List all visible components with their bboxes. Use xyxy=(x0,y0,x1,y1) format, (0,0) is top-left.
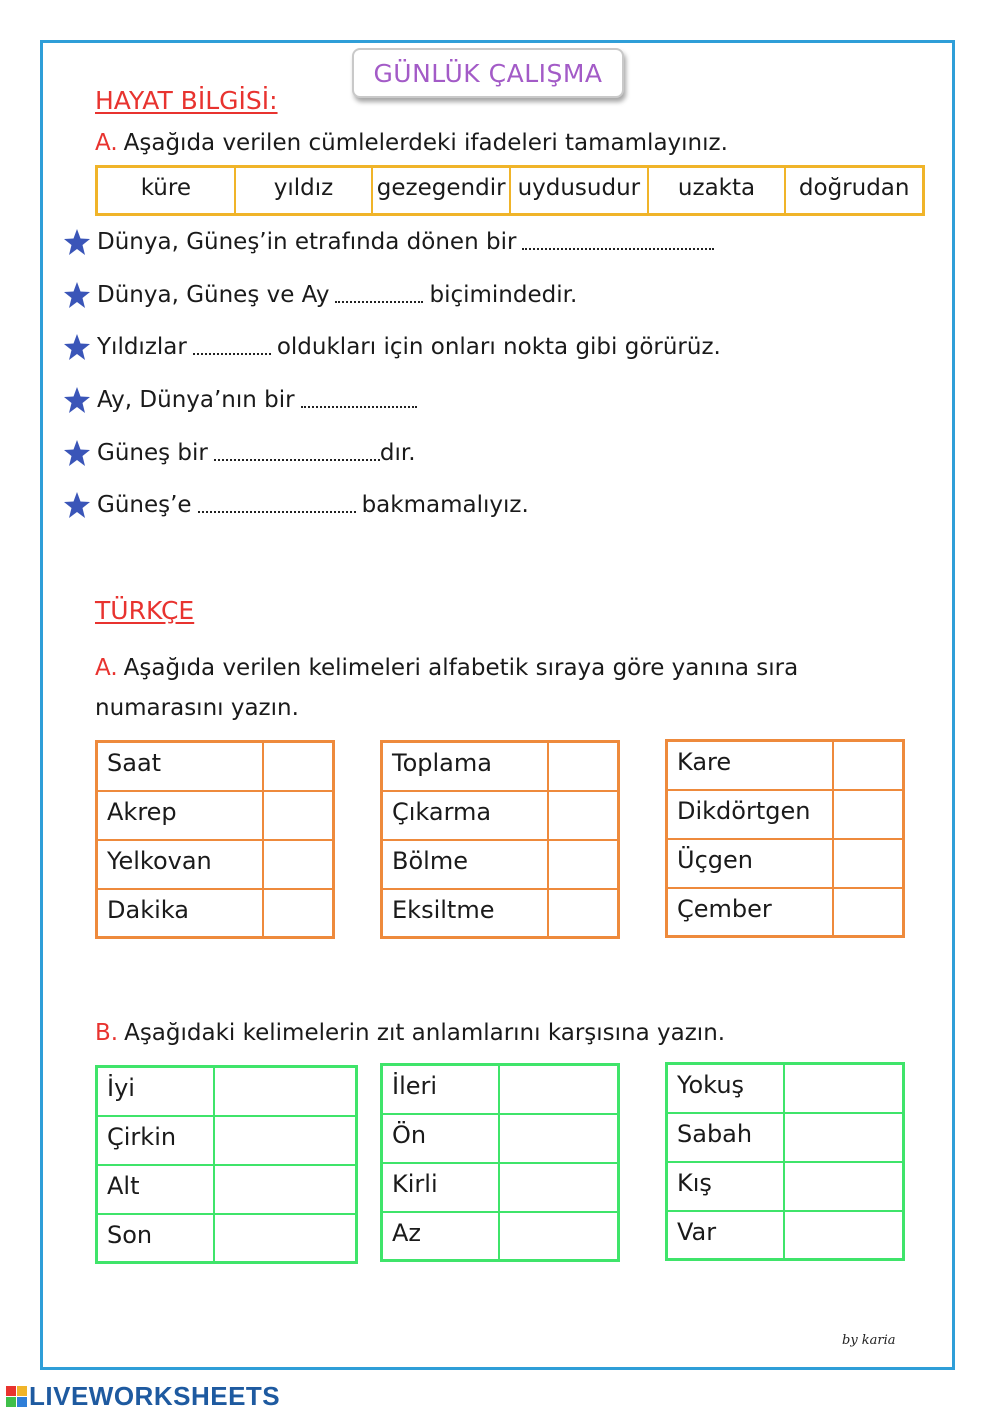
word-cell: Üçgen xyxy=(667,839,833,888)
star-icon xyxy=(63,228,91,256)
instruction-text: Aşağıda verilen cümlelerdeki ifadeleri tamamlayınız. xyxy=(123,130,728,156)
answer-cell[interactable] xyxy=(833,888,904,937)
table-row xyxy=(97,840,334,889)
table-row xyxy=(667,888,904,937)
answer-cell[interactable] xyxy=(263,840,334,889)
answer-cell[interactable] xyxy=(214,1116,357,1165)
answer-blank[interactable] xyxy=(193,339,271,355)
answer-cell[interactable] xyxy=(263,889,334,938)
sentence-5 xyxy=(63,439,416,467)
table-row xyxy=(667,790,904,839)
author-credit: by karia xyxy=(842,1333,896,1348)
answer-cell[interactable] xyxy=(548,840,619,889)
antonym-table-1 xyxy=(95,1065,358,1264)
star-icon xyxy=(63,333,91,361)
table-row xyxy=(97,1214,357,1263)
word-cell: Yelkovan xyxy=(97,840,263,889)
word-cell: Var xyxy=(667,1211,784,1260)
word-bank-item[interactable]: gezegendir xyxy=(373,168,511,213)
word-cell: Dakika xyxy=(97,889,263,938)
answer-cell[interactable] xyxy=(833,741,904,790)
instruction-letter: A. xyxy=(95,655,118,681)
table-row xyxy=(382,791,619,840)
answer-cell[interactable] xyxy=(214,1067,357,1116)
sentence-text: Ay, Dünya’nın bir xyxy=(97,387,295,413)
word-cell: Alt xyxy=(97,1165,214,1214)
word-cell: İyi xyxy=(97,1067,214,1116)
table-row xyxy=(382,1163,619,1212)
table-row xyxy=(97,1067,357,1116)
answer-cell[interactable] xyxy=(499,1163,619,1212)
answer-cell[interactable] xyxy=(263,742,334,791)
liveworksheets-logo[interactable] xyxy=(6,1381,280,1412)
instruction-text: Aşağıda verilen kelimeleri alfabetik sıraya göre yanına sıra xyxy=(123,655,799,681)
sentence-text-after: bakmamalıyız. xyxy=(361,492,529,518)
word-cell: Toplama xyxy=(382,742,548,791)
answer-blank[interactable] xyxy=(522,234,714,250)
answer-cell[interactable] xyxy=(499,1065,619,1114)
table-row xyxy=(667,839,904,888)
word-cell: Çember xyxy=(667,888,833,937)
logo-icon xyxy=(6,1386,27,1407)
table-row xyxy=(97,1116,357,1165)
word-cell: Bölme xyxy=(382,840,548,889)
instruction-letter: A. xyxy=(95,130,118,156)
table-row xyxy=(667,741,904,790)
antonym-table-2 xyxy=(380,1063,620,1262)
word-cell: Eksiltme xyxy=(382,889,548,938)
hayat-bilgisi-heading: HAYAT BİLGİSİ: xyxy=(95,86,278,115)
word-bank xyxy=(95,165,925,216)
star-icon xyxy=(63,281,91,309)
word-bank-item[interactable]: küre xyxy=(98,168,236,213)
word-cell: Ön xyxy=(382,1114,499,1163)
answer-cell[interactable] xyxy=(784,1113,904,1162)
answer-cell[interactable] xyxy=(784,1162,904,1211)
instruction-letter: B. xyxy=(95,1020,119,1046)
star-icon xyxy=(63,439,91,467)
word-cell: Kış xyxy=(667,1162,784,1211)
sentence-text-after: biçimindedir. xyxy=(429,282,578,308)
table-row xyxy=(667,1064,904,1113)
answer-cell[interactable] xyxy=(499,1212,619,1261)
answer-cell[interactable] xyxy=(214,1214,357,1263)
instruction-text-line2: numarasını yazın. xyxy=(95,695,299,721)
word-cell: Son xyxy=(97,1214,214,1263)
word-cell: Az xyxy=(382,1212,499,1261)
table-row xyxy=(667,1113,904,1162)
word-bank-item[interactable]: uzakta xyxy=(649,168,787,213)
answer-cell[interactable] xyxy=(499,1114,619,1163)
table-row xyxy=(667,1162,904,1211)
answer-blank[interactable] xyxy=(335,287,423,303)
answer-blank[interactable] xyxy=(301,392,417,408)
sentence-text-after: oldukları için onları nokta gibi görürüz. xyxy=(276,334,721,360)
sentence-text-after: dır. xyxy=(379,440,416,466)
turkce-heading: TÜRKÇE xyxy=(95,596,195,625)
sentence-text: Dünya, Güneş’in etrafında dönen bir xyxy=(97,229,517,255)
sentence-text: Güneş’e xyxy=(97,492,192,518)
answer-cell[interactable] xyxy=(214,1165,357,1214)
antonym-table-3 xyxy=(665,1062,905,1261)
table-row xyxy=(382,1114,619,1163)
table-row xyxy=(97,791,334,840)
sentence-1 xyxy=(63,228,720,256)
word-cell: Akrep xyxy=(97,791,263,840)
sentence-2 xyxy=(63,281,577,309)
table-row xyxy=(382,742,619,791)
word-cell: Yokuş xyxy=(667,1064,784,1113)
word-cell: Çirkin xyxy=(97,1116,214,1165)
answer-blank[interactable] xyxy=(198,497,356,513)
answer-cell[interactable] xyxy=(548,889,619,938)
table-row xyxy=(97,742,334,791)
table-row xyxy=(667,1211,904,1260)
table-row xyxy=(382,1065,619,1114)
word-cell: Kirli xyxy=(382,1163,499,1212)
word-bank-item[interactable]: yıldız xyxy=(236,168,374,213)
answer-cell[interactable] xyxy=(263,791,334,840)
instruction-text: Aşağıdaki kelimelerin zıt anlamlarını karşısına yazın. xyxy=(124,1020,726,1046)
answer-cell[interactable] xyxy=(548,791,619,840)
alphabet-table-3 xyxy=(665,739,905,938)
answer-cell[interactable] xyxy=(784,1211,904,1260)
answer-blank[interactable] xyxy=(214,445,380,461)
star-icon xyxy=(63,491,91,519)
table-row xyxy=(382,1212,619,1261)
sentence-text: Güneş bir xyxy=(97,440,208,466)
word-bank-item[interactable]: doğrudan xyxy=(798,174,910,201)
word-cell: Saat xyxy=(97,742,263,791)
table-row xyxy=(97,889,334,938)
word-bank-item[interactable]: uydusudur xyxy=(511,168,649,213)
brand-name: LIVEWORKSHEETS xyxy=(29,1381,281,1411)
turkce-b-instruction xyxy=(95,1013,725,1053)
sentence-3 xyxy=(63,333,721,361)
word-cell: Kare xyxy=(667,741,833,790)
word-cell: Sabah xyxy=(667,1113,784,1162)
word-cell: Çıkarma xyxy=(382,791,548,840)
hayat-instruction xyxy=(95,123,728,163)
star-icon xyxy=(63,386,91,414)
alphabet-table-2 xyxy=(380,740,620,939)
sentence-text: Yıldızlar xyxy=(97,334,187,360)
answer-cell[interactable] xyxy=(784,1064,904,1113)
answer-cell[interactable] xyxy=(833,839,904,888)
answer-cell[interactable] xyxy=(548,742,619,791)
table-row xyxy=(97,1165,357,1214)
sentence-text: Dünya, Güneş ve Ay xyxy=(97,282,330,308)
table-row xyxy=(382,840,619,889)
word-cell: İleri xyxy=(382,1065,499,1114)
sentence-6 xyxy=(63,491,529,519)
answer-cell[interactable] xyxy=(833,790,904,839)
turkce-a-instruction xyxy=(95,648,798,728)
sentence-4 xyxy=(63,386,423,414)
page-title: GÜNLÜK ÇALIŞMA xyxy=(352,48,624,98)
table-row xyxy=(382,889,619,938)
word-cell: Dikdörtgen xyxy=(667,790,833,839)
alphabet-table-1 xyxy=(95,740,335,939)
